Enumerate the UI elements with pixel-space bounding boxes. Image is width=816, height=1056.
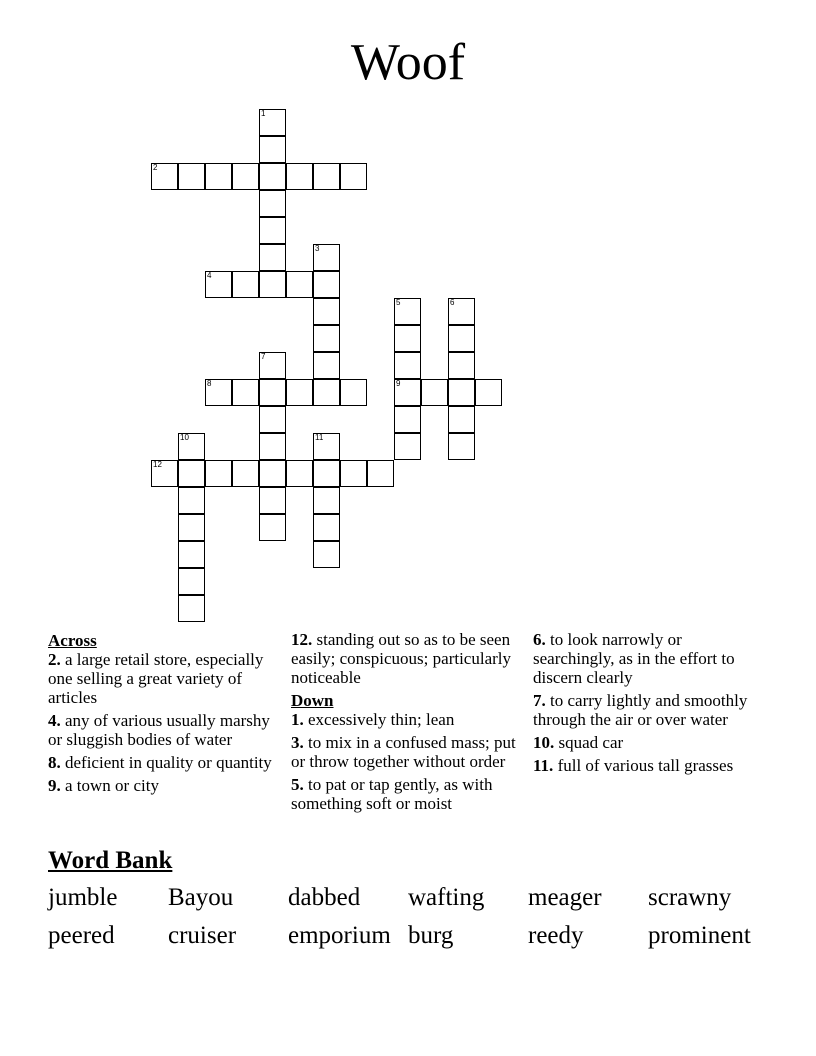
crossword-cell[interactable] (394, 379, 421, 406)
word-bank-item: Bayou (168, 884, 234, 911)
crossword-cell[interactable] (313, 487, 340, 514)
puzzle-title: Woof (350, 34, 466, 91)
crossword-cell[interactable] (313, 271, 340, 298)
word-bank-item: cruiser (168, 922, 237, 949)
crossword-cell[interactable] (259, 217, 286, 244)
down-clue-3: 3. to mix in a confused mass; put or throw together without order (291, 733, 516, 771)
word-bank-item: burg (408, 922, 454, 949)
crossword-cell[interactable] (178, 541, 205, 568)
crossword-cell[interactable] (448, 379, 475, 406)
word-bank-item: prominent (648, 922, 751, 949)
down-clue-5: 5. to pat or tap gently, as with something soft or moist (291, 775, 493, 813)
word-bank-item: dabbed (288, 884, 361, 911)
crossword-cell[interactable] (394, 352, 421, 379)
clues-column-2 (291, 630, 519, 817)
across-clue-4: 4. any of various usually marshy or sluggish bodies of water (48, 711, 270, 749)
crossword-cell[interactable] (448, 352, 475, 379)
crossword-cell[interactable] (313, 460, 340, 487)
clue-number: 8 (207, 379, 212, 388)
crossword-cell[interactable] (232, 271, 259, 298)
crossword-cell[interactable] (394, 433, 421, 460)
crossword-cell[interactable] (178, 595, 205, 622)
down-clue-10: 10. squad car (533, 733, 624, 752)
word-bank-item: emporium (288, 922, 391, 949)
crossword-cell[interactable] (286, 460, 313, 487)
crossword-cell[interactable] (178, 460, 205, 487)
word-bank-title: Word Bank (48, 847, 173, 874)
crossword-cell[interactable] (232, 379, 259, 406)
across-heading: Across (48, 631, 97, 650)
crossword-cell[interactable] (313, 298, 340, 325)
crossword-cell[interactable] (232, 460, 259, 487)
crossword-cell[interactable] (259, 190, 286, 217)
across-clue-12: 12. standing out so as to be seen easily; conspicuous; particularly noticeable (291, 630, 511, 687)
crossword-cell[interactable] (259, 487, 286, 514)
crossword-cell[interactable] (313, 379, 340, 406)
clue-number: 9 (396, 379, 401, 388)
crossword-cell[interactable] (286, 271, 313, 298)
clue-number: 12 (153, 460, 162, 469)
clue-number: 11 (315, 433, 324, 442)
crossword-cell[interactable] (340, 163, 367, 190)
crossword-cell[interactable] (232, 163, 259, 190)
crossword-cell[interactable] (259, 433, 286, 460)
crossword-cell[interactable] (286, 163, 313, 190)
crossword-cell[interactable] (259, 379, 286, 406)
crossword-cell[interactable] (340, 460, 367, 487)
clue-number: 3 (315, 244, 320, 253)
clue-number: 4 (207, 271, 212, 280)
clue-number: 2 (153, 163, 158, 172)
crossword-cell[interactable] (394, 325, 421, 352)
crossword-cell[interactable] (259, 109, 286, 136)
crossword-cell[interactable] (421, 379, 448, 406)
crossword-cell[interactable] (448, 433, 475, 460)
word-bank-item: meager (528, 884, 602, 911)
crossword-cell[interactable] (259, 406, 286, 433)
clues-column-1 (48, 630, 276, 799)
crossword-cell[interactable] (205, 271, 232, 298)
word-bank-item: jumble (48, 884, 118, 911)
crossword-cell[interactable] (178, 163, 205, 190)
crossword-cell[interactable] (259, 163, 286, 190)
crossword-cell[interactable] (178, 568, 205, 595)
crossword-cell[interactable] (259, 136, 286, 163)
clue-number: 7 (261, 352, 266, 361)
across-clue-2: 2. a large retail store, especially one selling a great variety of articles (48, 650, 264, 707)
down-clue-6: 6. to look narrowly or searchingly, as in the effort to discern clearly (533, 630, 735, 687)
crossword-cell[interactable] (151, 460, 178, 487)
crossword-cell[interactable] (178, 433, 205, 460)
word-bank (48, 882, 788, 952)
crossword-cell[interactable] (475, 379, 502, 406)
word-bank-item: reedy (528, 922, 584, 949)
clue-number: 10 (180, 433, 189, 442)
crossword-cell[interactable] (205, 163, 232, 190)
crossword-cell[interactable] (313, 325, 340, 352)
clues-column-3 (533, 630, 765, 779)
crossword-cell[interactable] (394, 298, 421, 325)
crossword-cell[interactable] (367, 460, 394, 487)
crossword-cell[interactable] (151, 163, 178, 190)
crossword-cell[interactable] (259, 352, 286, 379)
crossword-cell[interactable] (259, 271, 286, 298)
down-clue-7: 7. to carry lightly and smoothly through the air or over water (533, 691, 748, 729)
crossword-cell[interactable] (313, 352, 340, 379)
crossword-cell[interactable] (313, 514, 340, 541)
crossword-cell[interactable] (448, 325, 475, 352)
crossword-cell[interactable] (340, 379, 367, 406)
crossword-cell[interactable] (394, 406, 421, 433)
crossword-cell[interactable] (448, 298, 475, 325)
crossword-cell[interactable] (313, 541, 340, 568)
crossword-cell[interactable] (178, 514, 205, 541)
clue-number: 5 (396, 298, 401, 307)
crossword-cell[interactable] (259, 514, 286, 541)
clue-number: 6 (450, 298, 455, 307)
crossword-cell[interactable] (448, 406, 475, 433)
crossword-cell[interactable] (205, 379, 232, 406)
crossword-cell[interactable] (259, 460, 286, 487)
down-clue-11: 11. full of various tall grasses (533, 756, 734, 775)
crossword-cell[interactable] (313, 244, 340, 271)
crossword-cell[interactable] (286, 379, 313, 406)
crossword-cell[interactable] (313, 433, 340, 460)
word-bank-item: wafting (408, 884, 485, 911)
down-clue-1: 1. excessively thin; lean (291, 710, 455, 729)
crossword-cell[interactable] (259, 244, 286, 271)
across-clue-9: 9. a town or city (48, 776, 159, 795)
word-bank-item: scrawny (648, 884, 732, 911)
word-bank-item: peered (48, 922, 115, 949)
crossword-cell[interactable] (178, 487, 205, 514)
crossword-cell[interactable] (313, 163, 340, 190)
across-clue-8: 8. deficient in quality or quantity (48, 753, 272, 772)
clue-number: 1 (261, 109, 266, 118)
down-heading: Down (291, 691, 334, 710)
crossword-cell[interactable] (205, 460, 232, 487)
